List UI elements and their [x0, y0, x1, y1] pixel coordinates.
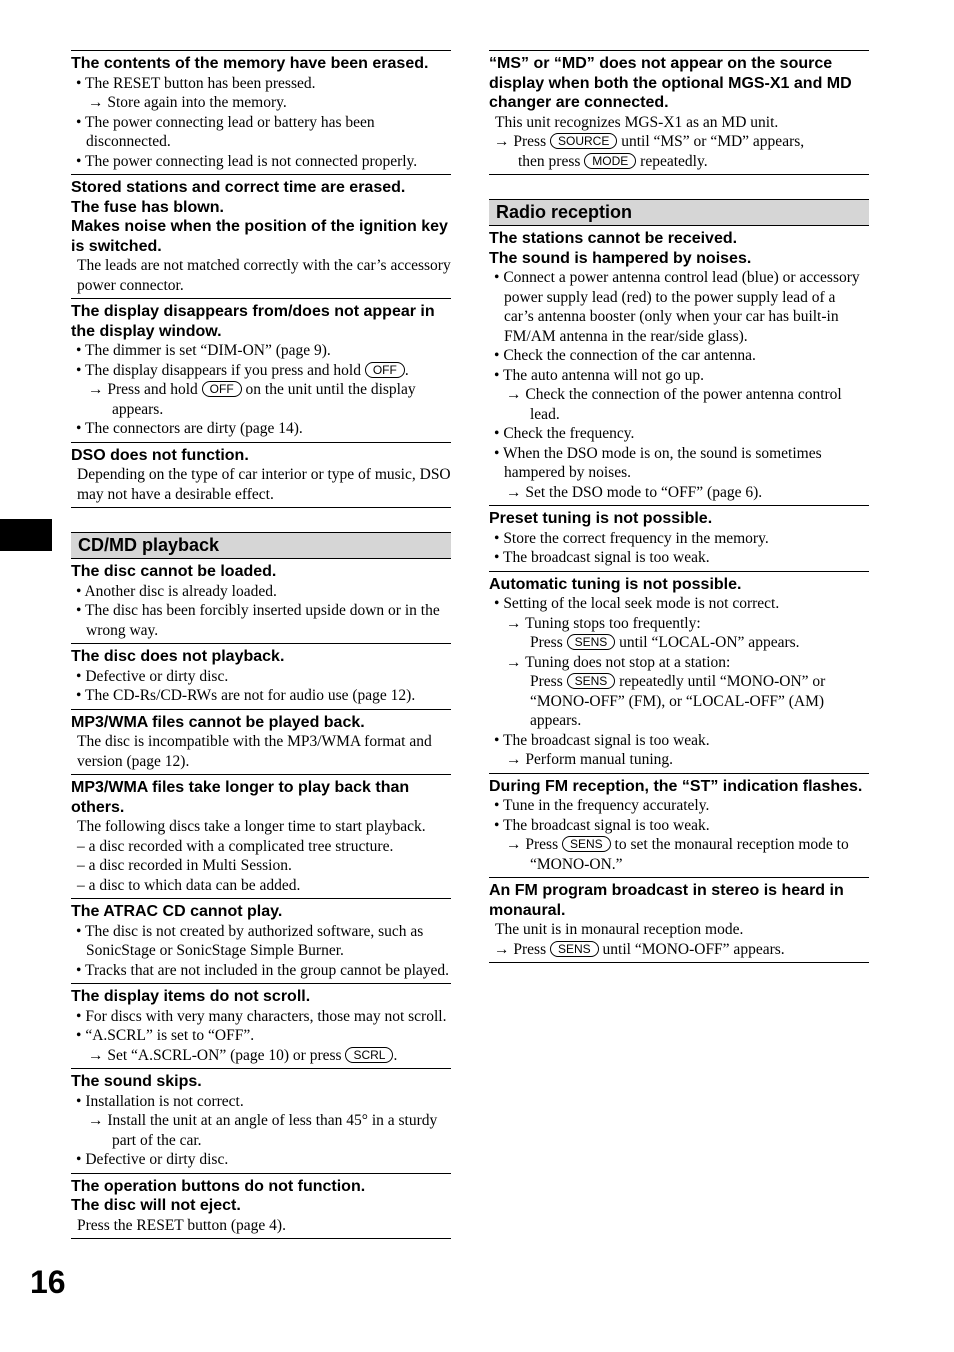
section-mp3-longer	[71, 774, 451, 898]
bullet: • The broadcast signal is too weak.	[494, 549, 710, 566]
section-scroll	[71, 983, 451, 1068]
bullet: • Connect a power antenna control lead (blue) or accessory power supply lead (red) to the power supply lead of a car’s antenna booster (only when your car has built-in FM/AM antenna in the rear/side glass).	[494, 269, 860, 345]
section-heading: The ATRAC CD cannot play.	[71, 903, 283, 920]
bullet: • When the DSO mode is on, the sound is sometimes hampered by noises.	[494, 444, 822, 481]
bullet: • The CD-Rs/CD-RWs are not for audio use (page 12).	[76, 687, 416, 704]
arrow-continuation: Press SENS repeatedly until “MONO-ON” or “MONO-OFF” (FM), or “LOCAL-OFF” (AM) appears.	[530, 673, 826, 729]
section-preset-tuning	[489, 505, 869, 571]
paragraph: Press the RESET button (page 4).	[77, 1216, 286, 1234]
paragraph: The disc is incompatible with the MP3/WMA format and version (page 12).	[77, 733, 432, 770]
source-key: SOURCE	[550, 133, 617, 149]
page-number: 16	[30, 1264, 66, 1300]
arrow-item: → Press and hold OFF on the unit until the display appears.	[88, 381, 416, 418]
section-title-radio-reception: Radio reception	[489, 199, 869, 226]
bullet: • Check the connection of the car antenna.	[494, 347, 756, 364]
bullet: • Tune in the frequency accurately.	[494, 797, 710, 814]
arrow-continuation: then press MODE repeatedly.	[518, 152, 708, 170]
section-display-disappears	[71, 298, 451, 442]
dash-item: – a disc recorded with a complicated tree structure.	[77, 837, 394, 855]
dash-item: – a disc recorded in Multi Session.	[77, 857, 292, 874]
sens-key: SENS	[562, 836, 611, 852]
bullet: • “A.SCRL” is set to “OFF”.	[76, 1027, 255, 1044]
dash-item: – a disc to which data can be added.	[77, 876, 301, 894]
section-disc-load	[71, 559, 451, 643]
arrow-item: → Press SENS to set the monaural reception mode to “MONO-ON.”	[506, 836, 849, 873]
sens-key: SENS	[567, 634, 616, 650]
bullet: • The disc is not created by authorized software, such as SonicStage or SonicStage Simple Burner.	[76, 922, 424, 959]
section-heading: The contents of the memory have been erased.	[71, 55, 429, 72]
arrow-item: → Set “A.SCRL-ON” (page 10) or press SCRL .	[88, 1046, 398, 1064]
sens-key: SENS	[550, 941, 599, 957]
bullet: • The broadcast signal is too weak.	[494, 731, 710, 749]
section-st-flashes	[489, 773, 869, 878]
section-dso	[71, 442, 451, 509]
paragraph: The unit is in monaural reception mode.	[495, 921, 744, 938]
bullet: • The broadcast signal is too weak.	[494, 816, 710, 834]
arrow-item: → Check the connection of the power antenna control lead.	[506, 386, 842, 423]
section-heading: The disc does not playback.	[71, 648, 285, 665]
bullet: • The display disappears if you press and hold OFF .	[76, 361, 409, 379]
bullet: • Tracks that are not included in the group cannot be played.	[76, 961, 450, 979]
section-heading: MP3/WMA files cannot be played back.	[71, 713, 365, 731]
arrow-item: → Press SENS until “MONO-OFF” appears.	[494, 940, 785, 958]
arrow-item: → Tuning does not stop at a station:	[506, 653, 731, 671]
section-heading: Stored stations and correct time are erased. The fuse has blown. Makes noise when the position of the ignition key is switched.	[71, 179, 448, 255]
section-heading: During FM reception, the “ST” indication flashes.	[489, 777, 863, 795]
left-column	[71, 50, 451, 1239]
bullet: • For discs with very many characters, those may not scroll.	[76, 1007, 447, 1025]
mode-key: MODE	[584, 153, 636, 169]
arrow-item: → Perform manual tuning.	[506, 751, 674, 768]
section-sound-skips	[71, 1068, 451, 1173]
section-heading: An FM program broadcast in stereo is heard in monaural.	[489, 882, 844, 919]
scrl-key: SCRL	[345, 1047, 393, 1063]
section-heading: “MS” or “MD” does not appear on the source display when both the optional MGS-X1 and MD changer are connected.	[489, 55, 852, 111]
section-heading: Preset tuning is not possible.	[489, 510, 713, 527]
arrow-continuation: Press SENS until “LOCAL-ON” appears.	[530, 634, 800, 651]
arrow-item: → Press SOURCE until “MS” or “MD” appears,	[494, 133, 805, 150]
bullet: • The auto antenna will not go up.	[494, 366, 705, 384]
bullet: • The dimmer is set “DIM-ON” (page 9).	[76, 342, 331, 359]
section-heading: The sound skips.	[71, 1073, 202, 1090]
off-key: OFF	[365, 362, 405, 378]
arrow-item: → Install the unit at an angle of less than 45° in a sturdy part of the car.	[88, 1112, 438, 1149]
section-stereo-monaural	[489, 877, 869, 963]
section-heading: The display disappears from/does not appear in the display window.	[71, 303, 435, 340]
section-heading: DSO does not function.	[71, 446, 249, 464]
bullet: • The disc has been forcibly inserted upside down or in the wrong way.	[76, 602, 440, 639]
sens-key: SENS	[567, 673, 616, 689]
paragraph: This unit recognizes MGS-X1 as an MD unit.	[495, 113, 779, 131]
bullet: • Store the correct frequency in the memory.	[494, 529, 769, 547]
off-key: OFF	[202, 381, 242, 397]
bullet: • Check the frequency.	[494, 425, 635, 442]
bullet: • The power connecting lead or battery has been disconnected.	[76, 113, 375, 150]
right-column	[489, 50, 869, 963]
section-heading: The display items do not scroll.	[71, 988, 311, 1005]
section-stations	[489, 226, 869, 505]
section-operation-buttons	[71, 1173, 451, 1240]
bullet: • The RESET button has been pressed.	[76, 74, 316, 92]
bullet: • Another disc is already loaded.	[76, 582, 277, 600]
arrow-item: → Tuning stops too frequently:	[506, 614, 701, 632]
arrow-item: → Store again into the memory.	[88, 94, 287, 111]
bullet: • The power connecting lead is not connected properly.	[76, 152, 418, 170]
paragraph: The leads are not matched correctly with the car’s accessory power connector.	[77, 257, 451, 294]
section-heading: The operation buttons do not function. The disc will not eject.	[71, 1177, 366, 1214]
bullet: • Defective or dirty disc.	[76, 667, 229, 685]
section-heading: The stations cannot be received. The sound is hampered by noises.	[489, 230, 752, 267]
bullet: • Installation is not correct.	[76, 1092, 244, 1110]
chapter-tab-marker	[0, 519, 52, 551]
bullet: • Setting of the local seek mode is not correct.	[494, 595, 780, 612]
section-stored-stations	[71, 174, 451, 298]
arrow-item: → Set the DSO mode to “OFF” (page 6).	[506, 483, 763, 501]
paragraph: The following discs take a longer time to start playback.	[77, 818, 426, 835]
section-heading: Automatic tuning is not possible.	[489, 575, 742, 593]
section-atrac	[71, 898, 451, 983]
section-ms-md	[489, 50, 869, 175]
section-title-cd-md-playback: CD/MD playback	[71, 532, 451, 559]
paragraph: Depending on the type of car interior or type of music, DSO may not have a desirable effect.	[77, 466, 451, 503]
section-disc-playback	[71, 643, 451, 709]
bullet: • Defective or dirty disc.	[76, 1151, 229, 1168]
bullet: • The connectors are dirty (page 14).	[76, 420, 303, 437]
section-memory-erased	[71, 50, 451, 174]
section-automatic-tuning	[489, 571, 869, 773]
section-mp3-cannot	[71, 709, 451, 775]
section-heading: MP3/WMA files take longer to play back than others.	[71, 779, 410, 816]
section-heading: The disc cannot be loaded.	[71, 563, 277, 580]
